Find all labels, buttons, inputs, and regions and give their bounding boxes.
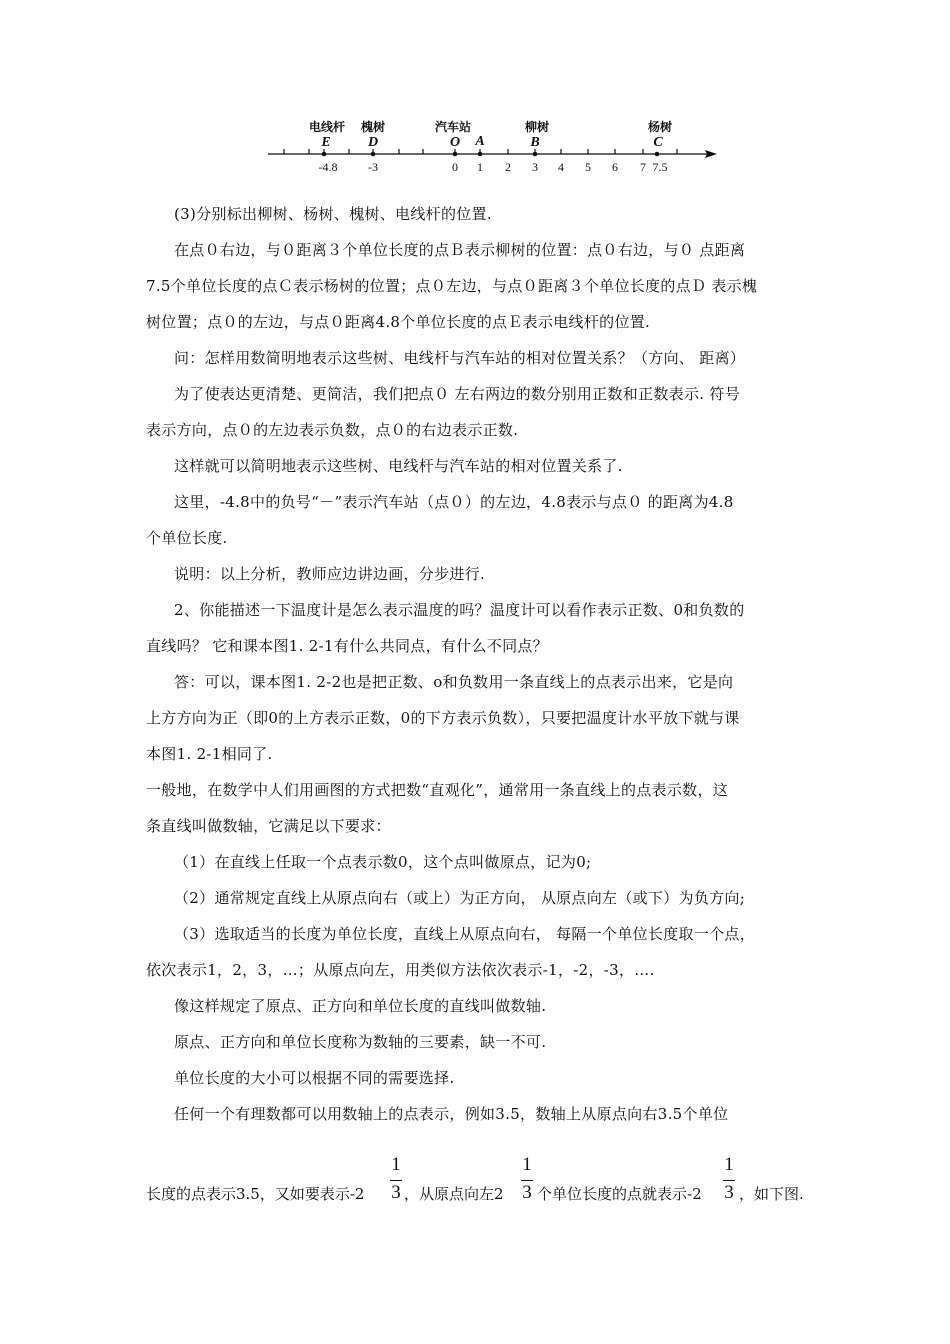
fraction-bar [390,1180,402,1181]
last-line-part-3: 个单位长度的点就表示-2 [537,1185,702,1203]
paragraph: 一般地，在数学中人们用画图的方式把数“直观化”，通常用一条直线上的点表示数，这 [146,781,729,799]
point-D [371,152,376,157]
paragraph: 树位置；点０的左边，与点０距离4.8个单位长度的点Ｅ表示电线杆的位置. [146,313,651,331]
label-poplar: 杨树 [647,120,673,134]
tick-label: 4 [558,160,564,174]
paragraph: 说明：以上分析，教师应边讲边画，分步进行. [174,565,486,583]
tick-label: 2 [505,160,511,174]
tick-label: 7.5 [652,160,668,174]
paragraph: 任何一个有理数都可以用数轴上的点表示，例如3.5，数轴上从原点向右3.5个单位 [174,1105,729,1123]
paragraph: 单位长度的大小可以根据不同的需要选择. [174,1069,455,1087]
point-O [453,152,458,157]
list-item: 依次表示1，2，3，…；从原点向左，用类似方法依次表示-1，-2，-3，…. [146,961,655,979]
tick-label: 1 [477,160,483,174]
last-line-part-2: ，从原点向左2 [404,1185,504,1203]
paragraph: 条直线叫做数轴，它满足以下要求： [146,817,391,835]
last-line-part-1: 长度的点表示3.5，又如要表示-2 [146,1185,365,1203]
tick-label: 7 [640,160,646,174]
point-E [322,152,327,157]
fraction-numerator: 1 [724,1154,734,1175]
tick-label: 3 [532,160,538,174]
paragraph: 本图1. 2-1相同了. [146,745,273,763]
paragraph: 7.5个单位长度的点Ｃ表示杨树的位置；点０左边，与点０距离３个单位长度的点Ｄ 表示槐 [146,277,758,295]
paragraph: 这里，-4.8中的负号“－”表示汽车站（点０）的左边，4.8表示与点０ 的距离为4.8 [174,493,734,511]
fraction-bar [521,1180,533,1181]
paragraph: 问：怎样用数简明地表示这些树、电线杆与汽车站的相对位置关系？（方向、 距离） [174,349,746,367]
label-willow: 柳树 [524,120,550,134]
fraction-bar [723,1180,735,1181]
letter-B: B [530,135,540,150]
letter-E: E [321,135,331,150]
tick-label: -3 [368,160,378,174]
point-B [533,152,538,157]
tick-label: 6 [612,160,618,174]
paragraph: 这样就可以简明地表示这些树、电线杆与汽车站的相对位置关系了. [174,457,623,475]
tick-label: 0 [452,160,458,174]
number-line-figure [265,112,725,182]
paragraph: 在点０右边，与０距离３个单位长度的点Ｂ表示柳树的位置：点０右边，与０ 点距离 [174,241,746,259]
paragraph: 上方方向为正（即0的上方表示正数，0的下方表示负数），只要把温度计水平放下就与课 [146,709,740,727]
fraction-denominator: 3 [522,1182,532,1203]
point-C [655,152,660,157]
point-A [478,152,483,157]
tick-label: 5 [585,160,591,174]
number-line-svg [265,112,725,182]
list-item: （3）选取适当的长度为单位长度，直线上从原点向右， 每隔一个单位长度取一个点， [174,925,756,943]
letter-C: C [653,135,663,150]
paragraph: (3)分别标出柳树、杨树、槐树、电线杆的位置. [174,205,492,223]
label-pole: 电线杆 [308,120,346,134]
paragraph: 为了使表达更清楚、更简洁，我们把点０ 左右两边的数分别用正数和正数表示. 符号 [174,385,741,403]
list-item: （1）在直线上任取一个点表示数0，这个点叫做原点，记为0; [174,853,592,871]
paragraph: 个单位长度. [146,529,228,547]
fraction-denominator: 3 [724,1182,734,1203]
last-line-part-4: ，如下图. [739,1185,804,1203]
paragraph: 像这样规定了原点、正方向和单位长度的直线叫做数轴. [174,997,547,1015]
label-bus-station: 汽车站 [434,120,472,134]
paragraph: 原点、正方向和单位长度称为数轴的三要素，缺一不可. [174,1033,547,1051]
letter-D: D [367,135,379,150]
fraction-numerator: 1 [391,1154,401,1175]
paragraph: 2、你能描述一下温度计是怎么表示温度的吗？温度计可以看作表示正数、0和负数的 [174,601,745,619]
tick-label: -4.8 [318,160,338,174]
paragraph: 直线吗？ 它和课本图1. 2-1有什么共同点，有什么不同点？ [146,637,549,655]
fraction-numerator: 1 [522,1154,532,1175]
letter-O: O [449,135,461,150]
letter-A: A [475,134,485,149]
label-locust-tree: 槐树 [360,120,386,134]
list-item: （2）通常规定直线上从原点向右（或上）为正方向， 从原点向左（或下）为负方向; [174,889,746,907]
paragraph: 表示方向，点０的左边表示负数，点０的右边表示正数. [146,421,519,439]
fraction-denominator: 3 [391,1182,401,1203]
paragraph: 答：可以，课本图1. 2-2也是把正数、o和负数用一条直线上的点表示出来，它是向 [174,673,734,691]
